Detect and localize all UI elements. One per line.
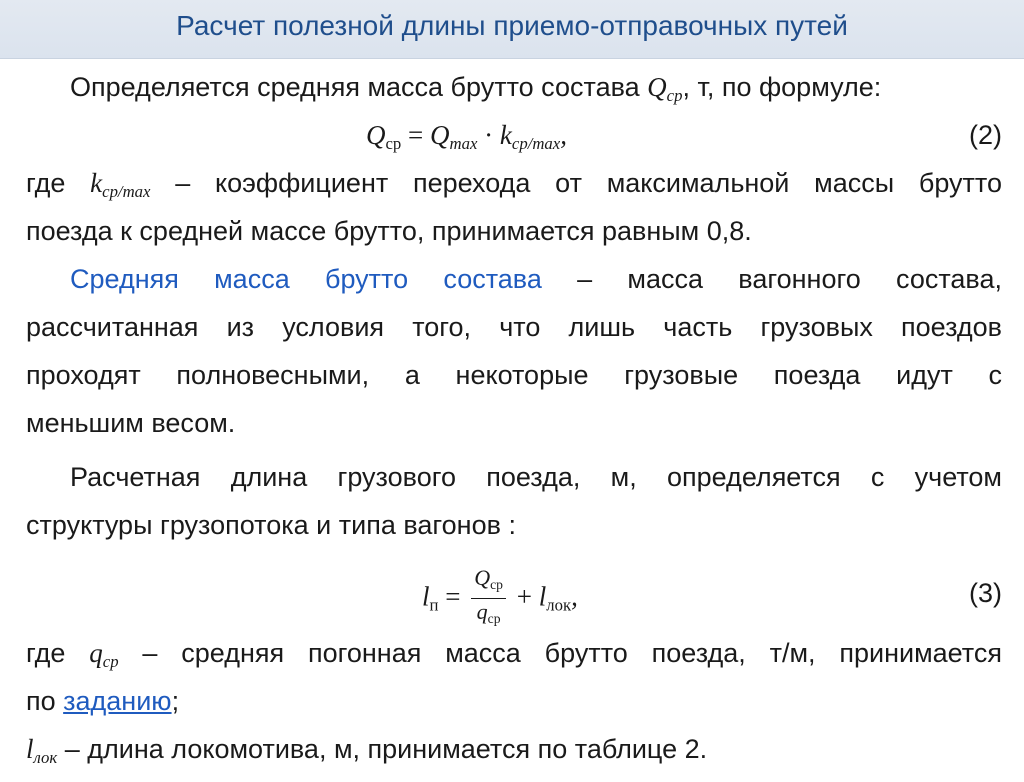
paragraph-6-line-1: $l_{лок}$ – длина локомотива, м, принимается по таблице 2. [26,734,708,768]
paragraph-2-line-2: поезда к средней массе брутто, принимается равным 0,8. [26,216,752,246]
paragraph-4-line-1: Расчетная длина грузового поезда, м, определяется с учетом [70,462,1002,492]
slide-title-bar [0,0,1024,59]
paragraph-4-line-2: структуры грузопотока и типа вагонов : [26,510,516,540]
assignment-link[interactable]: заданию [63,686,172,716]
p1-text: Определяется средняя масса брутто состава [70,72,648,102]
formula-3-expression: $l_п$ = $\frac{Q_{ср}}{q_{ср}}$ + $l_{лок}$, [422,565,578,634]
paragraph-3-line-4: меньшим весом. [26,408,236,438]
formula-2-number: (2) [969,120,1002,150]
paragraph-3-line-3: проходят полновесными, а некоторые грузовые поезда идут с [26,360,1002,390]
paragraph-3-line-2: рассчитанная из условия того, что лишь часть грузовых поездов [26,312,1002,342]
q-sr-symbol: $Q_{ср}$ [647,72,683,106]
term-highlight: Средняя масса брутто состава [70,264,542,294]
formula-3-number: (3) [969,578,1002,608]
paragraph-3-line-1: Средняя масса брутто состава – масса вагонного состава, [70,264,1002,294]
l-lok-symbol: $l_{лок}$ [26,734,58,768]
formula-3 [26,565,1002,627]
q-sr-lower-symbol: $q_{ср}$ [89,638,119,672]
k-symbol: $k_{ср/max}$ [90,168,151,202]
p1-tail: , т, по формуле: [682,72,882,102]
paragraph-2-line-1: где $k_{ср/max}$ – коэффициент перехода от максимальной массы брутто [26,168,1002,202]
paragraph-5-line-1: где $q_{ср}$ – средняя погонная масса брутто поезда, т/м, принимается [26,638,1002,672]
paragraph-5-line-2: по заданию; [26,686,180,716]
slide-title: Расчет полезной длины приемо-отправочных путей [176,10,848,41]
paragraph-1-line-1 [26,63,1024,111]
formula-2 [26,111,1002,159]
formula-2-expression: $Q_{ср} = Q_{max} \cdot k_{ср/max}$, [366,120,567,154]
formula-3-fraction: $\frac{Q_{ср}}{q_{ср}}$ [471,565,506,632]
